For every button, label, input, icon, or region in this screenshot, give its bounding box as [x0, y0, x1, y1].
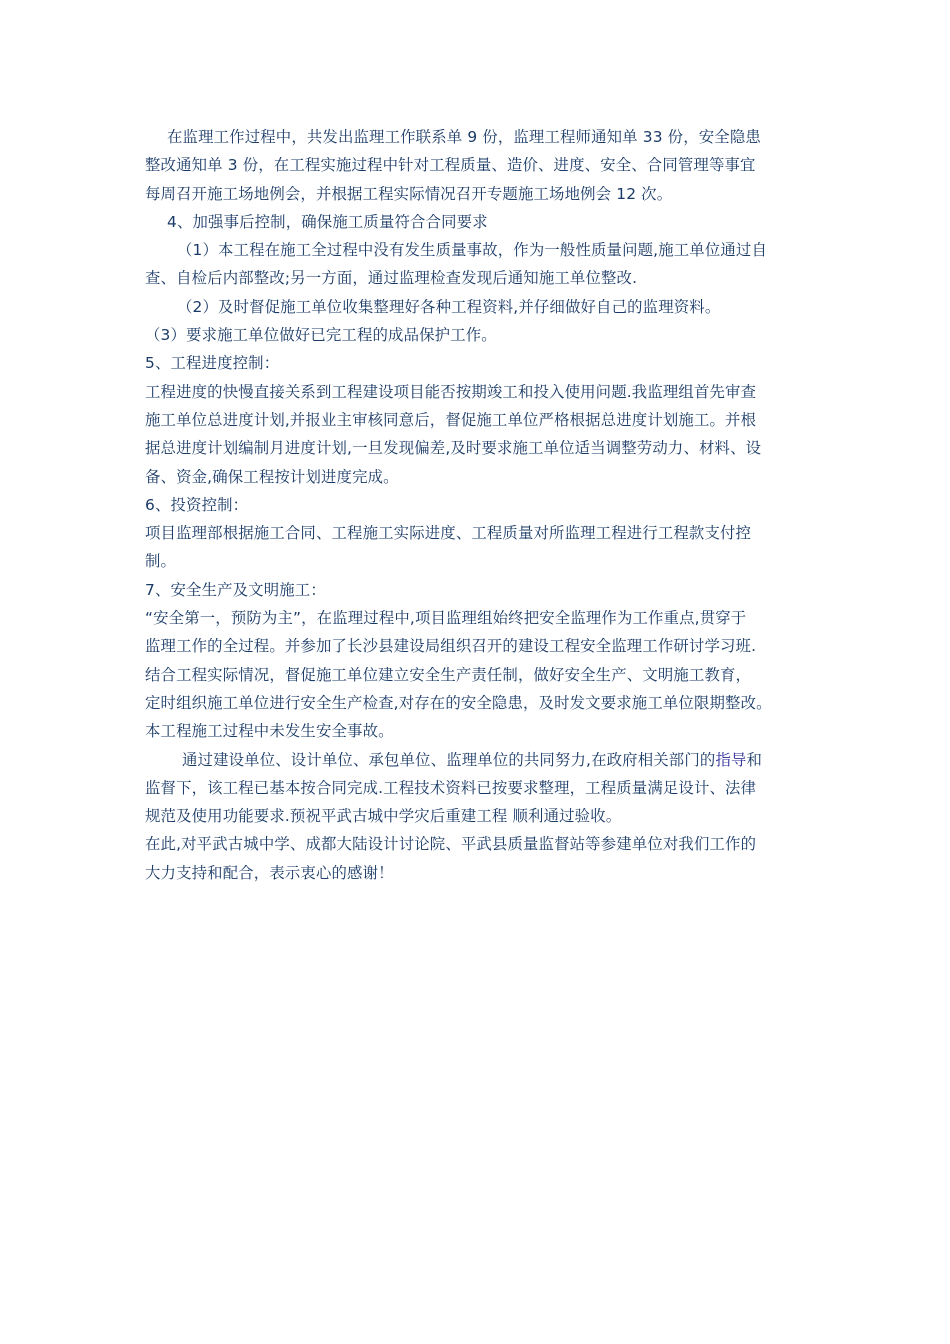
- paragraph-summary-line-2: 整改通知单 3 份，在工程实施过程中针对工程质量、造价、进度、安全、合同管理等事宜: [145, 156, 756, 175]
- paragraph-summary-line-3: 每周召开施工场地例会，并根据工程实际情况召开专题施工场地例会 12 次。: [145, 184, 673, 203]
- item-1-line-2: 查、自检后内部整改;另一方面，通过监理检查发现后通知施工单位整改.: [145, 269, 638, 288]
- closing-paragraph-line-2: 监督下，该工程已基本按合同完成.工程技术资料已按要求整理，工程质量满足设计、法律: [145, 778, 757, 797]
- closing-text-part-1: 通过建设单位、设计单位、承包单位、监理单位的共同努力,在政府相关部门的: [182, 750, 716, 769]
- closing-paragraph-line-3: 规范及使用功能要求.预祝平武古城中学灾后重建工程 顺利通过验收。: [145, 807, 622, 826]
- section-heading-7: 7、安全生产及文明施工：: [145, 580, 326, 599]
- thanks-paragraph-line-1: 在此,对平武古城中学、成都大陆设计讨论院、平武县质量监督站等参建单位对我们工作的: [145, 835, 757, 854]
- closing-text-part-2: 和: [746, 750, 763, 769]
- safety-paragraph-line-1: “安全第一，预防为主”，在监理过程中,项目监理组始终把安全监理作为工作重点,贯穿于: [145, 609, 747, 628]
- investment-paragraph-line-2: 制。: [145, 552, 177, 571]
- progress-paragraph-line-3: 据总进度计划编制月进度计划,一旦发现偏差,及时要求施工单位适当调整劳动力、材料、设: [145, 439, 762, 458]
- guidance-link-text[interactable]: 指导: [715, 750, 747, 769]
- closing-paragraph-line-1: [145, 746, 820, 774]
- document-body: [145, 123, 820, 887]
- paragraph-summary-line-1: 在监理工作过程中，共发出监理工作联系单 9 份，监理工程师通知单 33 份，安全隐患: [167, 128, 761, 146]
- section-heading-4: 4、加强事后控制，确保施工质量符合合同要求: [167, 212, 488, 231]
- item-3: （3）要求施工单位做好已完工程的成品保护工作。: [145, 326, 497, 345]
- progress-paragraph-line-2: 施工单位总进度计划,并报业主审核同意后，督促施工单位严格根据总进度计划施工。并根: [145, 410, 757, 429]
- safety-paragraph-line-3: 结合工程实际情况，督促施工单位建立安全生产责任制，做好安全生产、文明施工教育，: [145, 665, 752, 684]
- safety-paragraph-line-2: 监理工作的全过程。并参加了长沙县建设局组织召开的建设工程安全监理工作研讨学习班.: [145, 637, 757, 656]
- section-heading-6: 6、投资控制：: [145, 495, 249, 514]
- safety-paragraph-line-5: 本工程施工过程中未发生安全事故。: [145, 722, 394, 741]
- section-heading-5: 5、工程进度控制：: [145, 354, 280, 373]
- item-1-line-1: （1）本工程在施工全过程中没有发生质量事故，作为一般性质量问题,施工单位通过自: [177, 241, 767, 260]
- thanks-paragraph-line-2: 大力支持和配合，表示衷心的感谢！: [145, 863, 394, 882]
- progress-paragraph-line-1: 工程进度的快慢直接关系到工程建设项目能否按期竣工和投入使用问题.我监理组首先审查: [145, 382, 757, 401]
- progress-paragraph-line-4: 备、资金,确保工程按计划进度完成。: [145, 467, 399, 486]
- safety-paragraph-line-4: 定时组织施工单位进行安全生产检查,对存在的安全隐患，及时发文要求施工单位限期整改。: [145, 693, 772, 712]
- investment-paragraph-line-1: 项目监理部根据施工合同、工程施工实际进度、工程质量对所监理工程进行工程款支付控: [145, 524, 752, 543]
- item-2: （2）及时督促施工单位收集整理好各种工程资料,并仔细做好自己的监理资料。: [177, 297, 721, 316]
